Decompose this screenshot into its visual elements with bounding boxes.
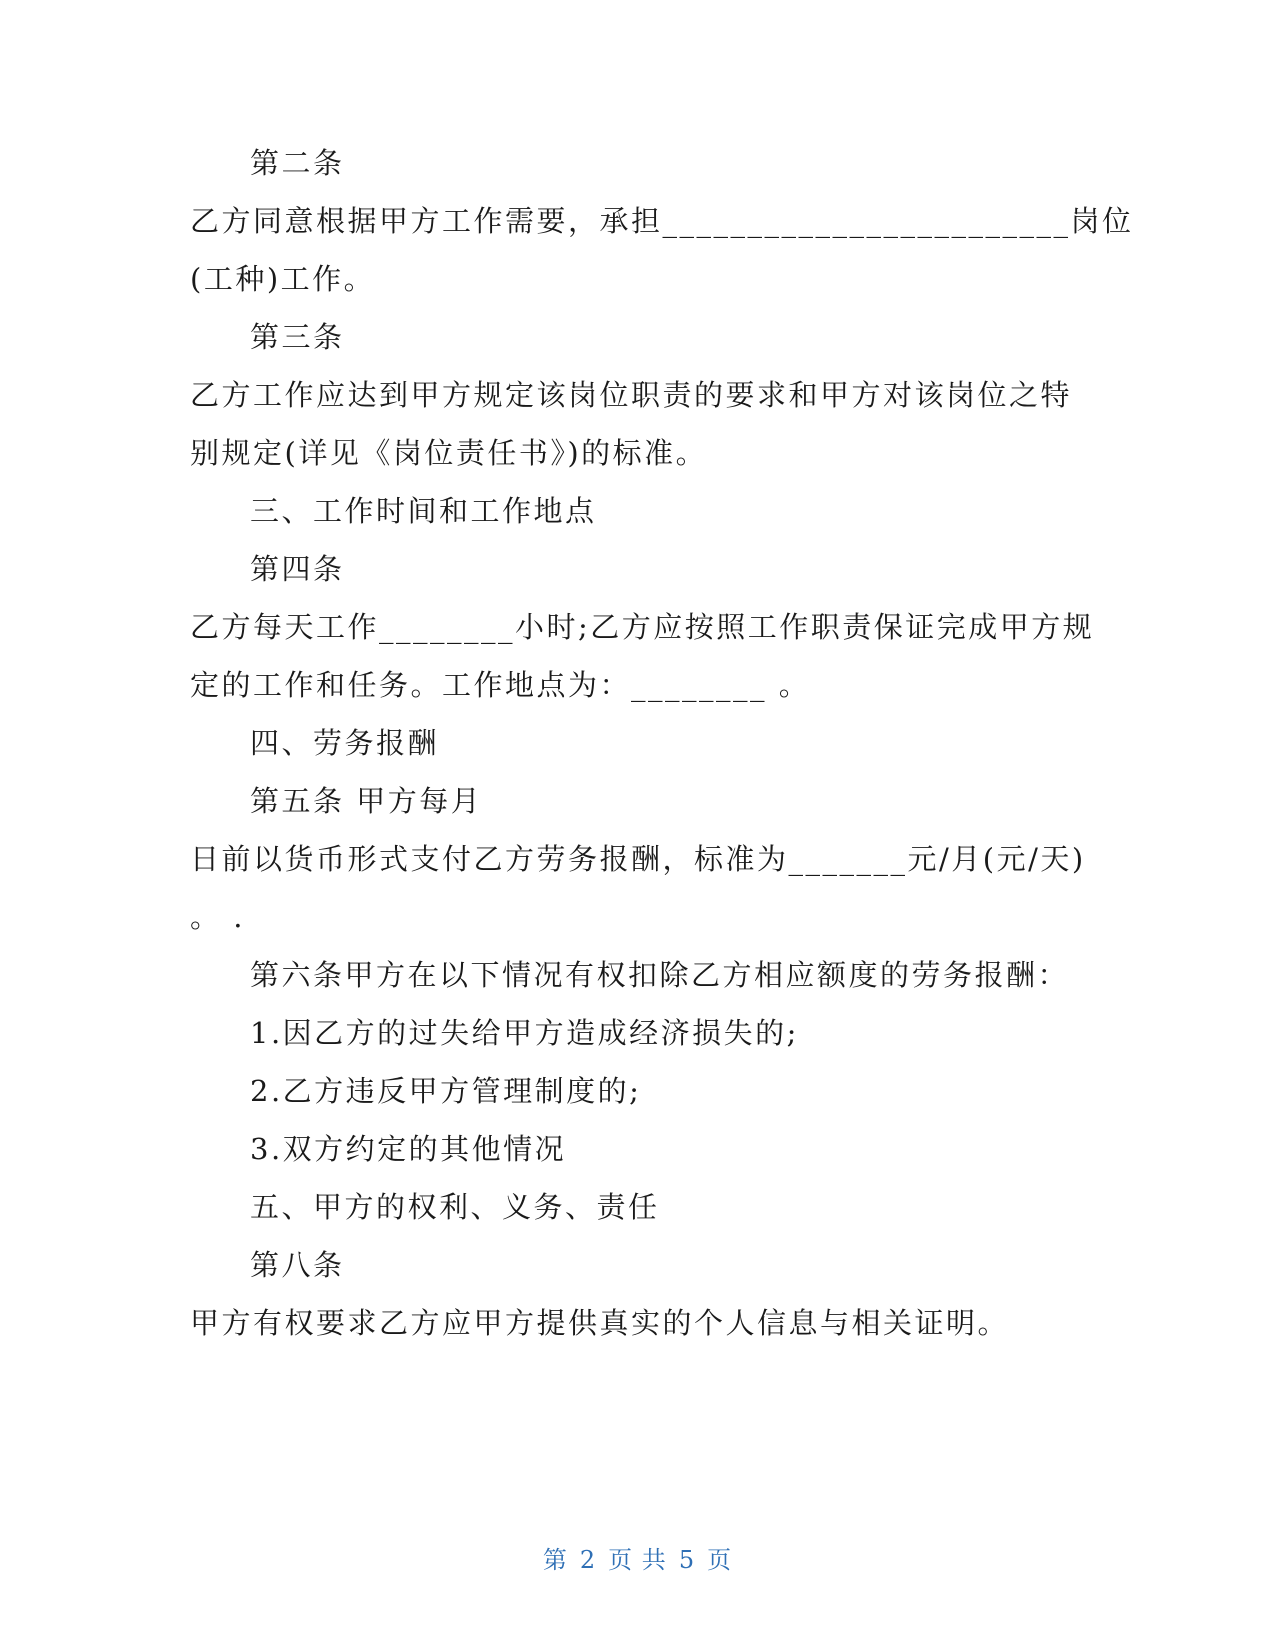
- section-4-heading: 四、劳务报酬: [250, 726, 440, 760]
- article-4-heading: 第四条: [250, 552, 345, 586]
- article-2-heading: 第二条: [250, 146, 345, 180]
- article-2-text-line-2: (工种)工作。: [190, 262, 376, 296]
- total-page-number: 5: [678, 1546, 696, 1574]
- article-5-heading: 第五条 甲方每月: [250, 784, 483, 818]
- article-6-item-1: 1.因乙方的过失给甲方造成经济损失的;: [250, 1016, 799, 1050]
- article-3-text-line-2: 别规定(详见《岗位责任书》)的标准。: [190, 436, 708, 470]
- section-3-heading: 三、工作时间和工作地点: [250, 494, 597, 528]
- page-number-footer: [0, 1540, 1275, 1575]
- article-6-item-3: 3.双方约定的其他情况: [250, 1132, 567, 1166]
- article-6-text: 第六条甲方在以下情况有权扣除乙方相应额度的劳务报酬：: [250, 958, 1070, 992]
- page-prefix: 第: [542, 1546, 568, 1574]
- article-4-text-line-1: 乙方每天工作________小时;乙方应按照工作职责保证完成甲方规: [190, 610, 1095, 644]
- current-page-number: 2: [579, 1546, 597, 1574]
- article-3-text-line-1: 乙方工作应达到甲方规定该岗位职责的要求和甲方对该岗位之特: [190, 378, 1073, 412]
- article-5-text-line-2: 。 .: [190, 900, 245, 934]
- article-6-item-2: 2.乙方违反甲方管理制度的;: [250, 1074, 642, 1108]
- article-8-heading: 第八条: [250, 1248, 345, 1282]
- article-5-text-line-1: 日前以货币形式支付乙方劳务报酬，标准为_______元/月(元/天): [190, 842, 1086, 876]
- page-suffix: 页: [707, 1546, 733, 1574]
- article-2-text-line-1: 乙方同意根据甲方工作需要，承担________________________岗位: [190, 204, 1134, 238]
- page-mid-text: 页 共: [608, 1546, 667, 1574]
- article-8-text: 甲方有权要求乙方应甲方提供真实的个人信息与相关证明。: [190, 1306, 1010, 1340]
- article-4-text-line-2: 定的工作和任务。工作地点为：________ 。: [190, 668, 811, 702]
- section-5-heading: 五、甲方的权利、义务、责任: [250, 1190, 660, 1224]
- article-3-heading: 第三条: [250, 320, 345, 354]
